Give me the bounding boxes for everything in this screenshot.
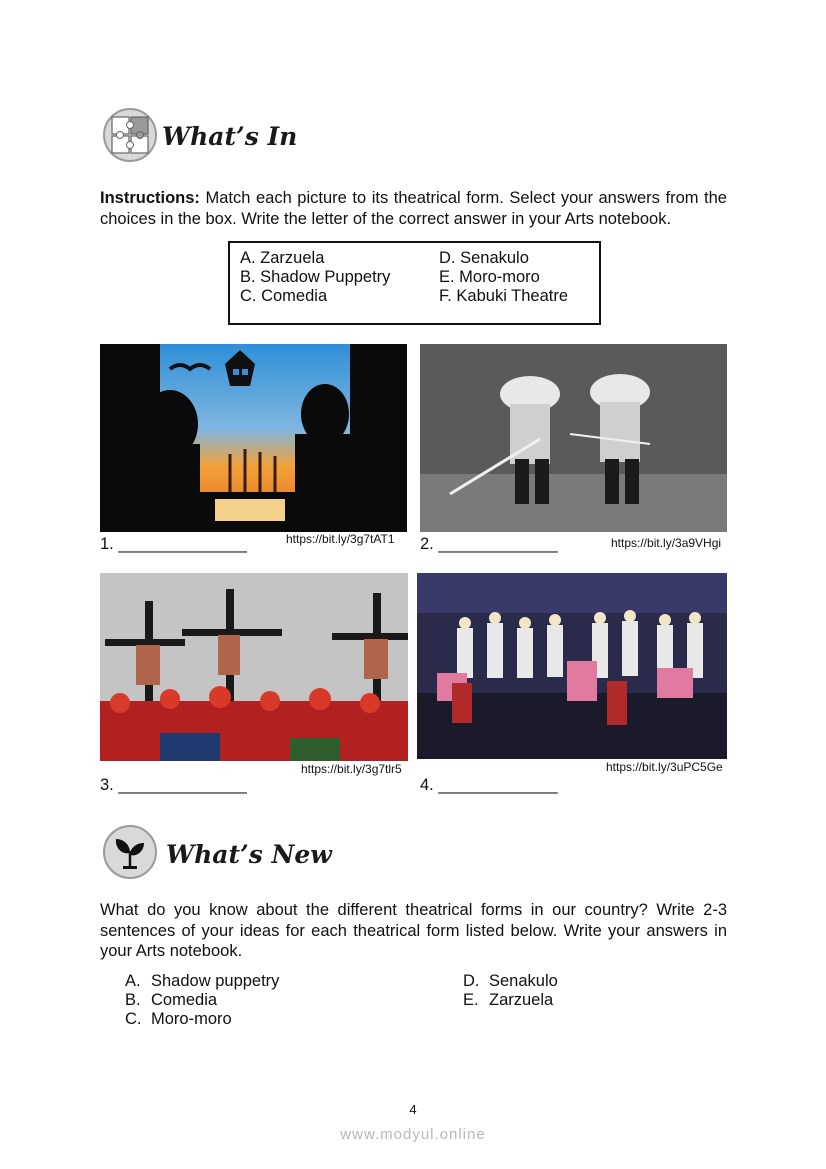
- instructions-label: Instructions:: [100, 189, 200, 207]
- page-number: 4: [409, 1102, 417, 1117]
- list-item-c: C. Moro-moro: [125, 1010, 232, 1028]
- section-title-whats-in: What’s In: [162, 122, 298, 151]
- choice-b: B. Shadow Puppetry: [240, 268, 391, 286]
- list-item-d: D. Senakulo: [463, 972, 558, 990]
- picture-3-senakulo: [100, 573, 408, 761]
- picture-source-1: https://bit.ly/3g7tAT1: [286, 532, 395, 546]
- whats-new-paragraph: What do you know about the different theatrical forms in our country? Write 2-3 sentences of your ideas for each theatrical form listed below. Write your answers in your Arts notebook.: [100, 901, 727, 960]
- watermark: www.modyul.online: [340, 1126, 486, 1143]
- instructions-text: Match each picture to its theatrical form. Select your answers from the choices in the box. Write the letter of the correct answer in your Arts notebook.: [100, 189, 727, 228]
- answer-line-4: 4. _____________: [420, 776, 558, 794]
- picture-source-3: https://bit.ly/3g7tlr5: [301, 762, 402, 776]
- seedling-icon: [103, 825, 157, 879]
- section-title-whats-new: What’s New: [166, 840, 332, 869]
- picture-source-4: https://bit.ly/3uPC5Ge: [606, 760, 723, 774]
- answer-line-3: 3. ______________: [100, 776, 247, 794]
- picture-source-2: https://bit.ly/3a9VHgi: [611, 536, 722, 550]
- list-item-a: A. Shadow puppetry: [125, 972, 280, 990]
- choice-f: F. Kabuki Theatre: [439, 287, 569, 305]
- picture-1-shadow-puppetry: [100, 344, 407, 532]
- choice-a: A. Zarzuela: [240, 249, 325, 267]
- list-item-b: B. Comedia: [125, 991, 218, 1009]
- choices-box: [228, 241, 601, 325]
- list-item-e: E. Zarzuela: [463, 991, 554, 1009]
- choice-e: E. Moro-moro: [439, 268, 540, 286]
- answer-line-2: 2. _____________: [420, 535, 558, 553]
- picture-4-zarzuela: [417, 573, 727, 759]
- choice-c: C. Comedia: [240, 287, 328, 305]
- puzzle-icon: [103, 108, 157, 162]
- picture-2-moro-moro: [420, 344, 727, 532]
- instructions-paragraph: [100, 188, 727, 229]
- choice-d: D. Senakulo: [439, 249, 529, 267]
- answer-line-1: 1. ______________: [100, 535, 247, 553]
